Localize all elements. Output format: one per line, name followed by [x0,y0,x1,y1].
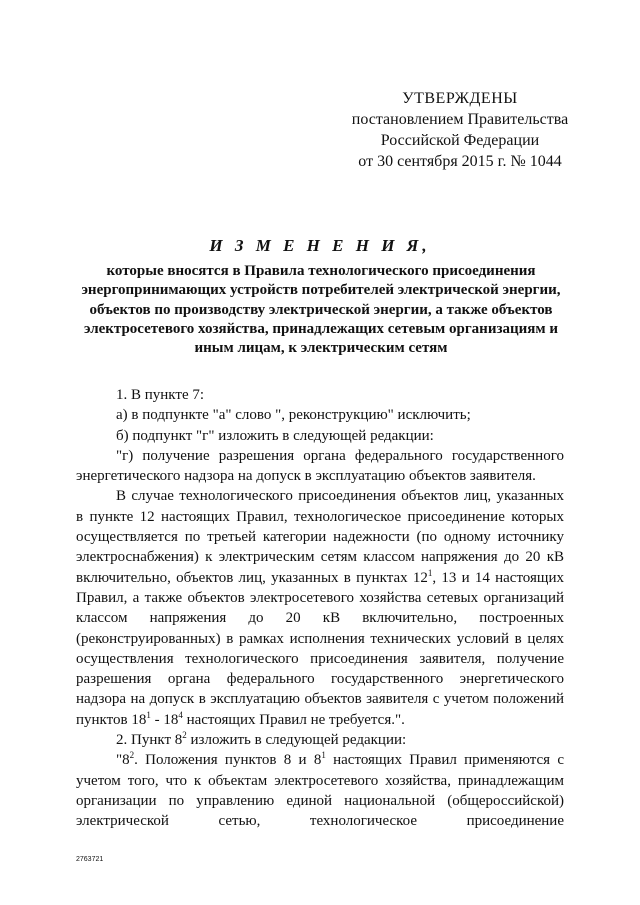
p5-text-a: В случае технологического присоединения объектов лиц, указанных в пункте 12 настоящих Правил, технологическое присоединение которых осуществляется по третьей категории надежности (по одному источнику электроснабжения) к электрическим сетям классом напряжения до 20 кВ включительно, объектов лиц, указанных в пунктах 12 [76,488,564,586]
p6-text-b: изложить в следующей редакции: [186,732,407,749]
approval-block [340,88,580,172]
p7-sup-2: 1 [321,750,326,761]
p5-sup-2: 1 [146,709,151,720]
paragraph-6 [76,730,564,750]
approval-line-2: постановлением Правительства [351,111,569,128]
p7-text-c: настоящих Правил применяются с учетом того, что к объектам электросетевого хозяйства, принадлежащим организации по управлению единой национальной (общероссийской) электрической сетью, технологическое присоединение [76,752,564,830]
p6-text-a: 2. Пункт 8 [116,732,183,749]
p5-text-c: - 18 [150,711,179,728]
paragraph-1: 1. В пункте 7: [116,387,205,403]
paragraph-5 [76,486,564,730]
paragraph-2: а) в подпункте "а" слово ", реконструкцию" исключить; [116,407,471,424]
paragraph-4: "г) получение разрешения органа федерального государственного энергетического надзора на допуск в эксплуатацию объектов заявителя. [76,447,564,485]
approval-line-3: Российской Федерации [380,132,540,149]
p5-sup-1: 1 [427,567,433,578]
p5-text-d: настоящих Правил не требуется.". [182,711,405,728]
p5-sup-3: 4 [178,709,183,720]
p7-sup-1: 2 [129,750,135,761]
paragraph-3: б) подпункт "г" изложить в следующей редакции: [116,427,434,444]
document-title: И З М Е Н Е Н И Я, [209,236,431,255]
document-body [76,385,564,832]
approval-date: от 30 сентября 2015 г. № 1044 [358,153,562,170]
paragraph-7 [76,750,564,831]
document-number: 2763721 [76,856,104,863]
p7-text-b: . Положения пунктов 8 и 8 [134,752,322,769]
approval-heading: УТВЕРЖДЕНЫ [402,90,518,107]
p6-sup: 2 [182,730,187,741]
document-subtitle: которые вносятся в Правила технологического присоединения энергопринимающих устройств потребителей электрической энергии, объектов по производству электрической энергии, а также объектов электросетевого хозяйства, принадлежащих сетевым организациям и иным лицам, к электрическим сетям [81,263,561,357]
p7-text-a: "8 [116,752,130,769]
p5-text-b: , 13 и 14 настоящих Правил, а также объектов электросетевого хозяйства сетевых организаций классом напряжения до 20 кВ включительно, построенных (реконструированных) в рамках исполнения технических условий в целях осуществления технологического присоединения заявителя, получение разрешения органа федерального государственного энергетического надзора на допуск в эксплуатацию объектов заявителя с учетом положений пунктов 18 [76,569,565,728]
